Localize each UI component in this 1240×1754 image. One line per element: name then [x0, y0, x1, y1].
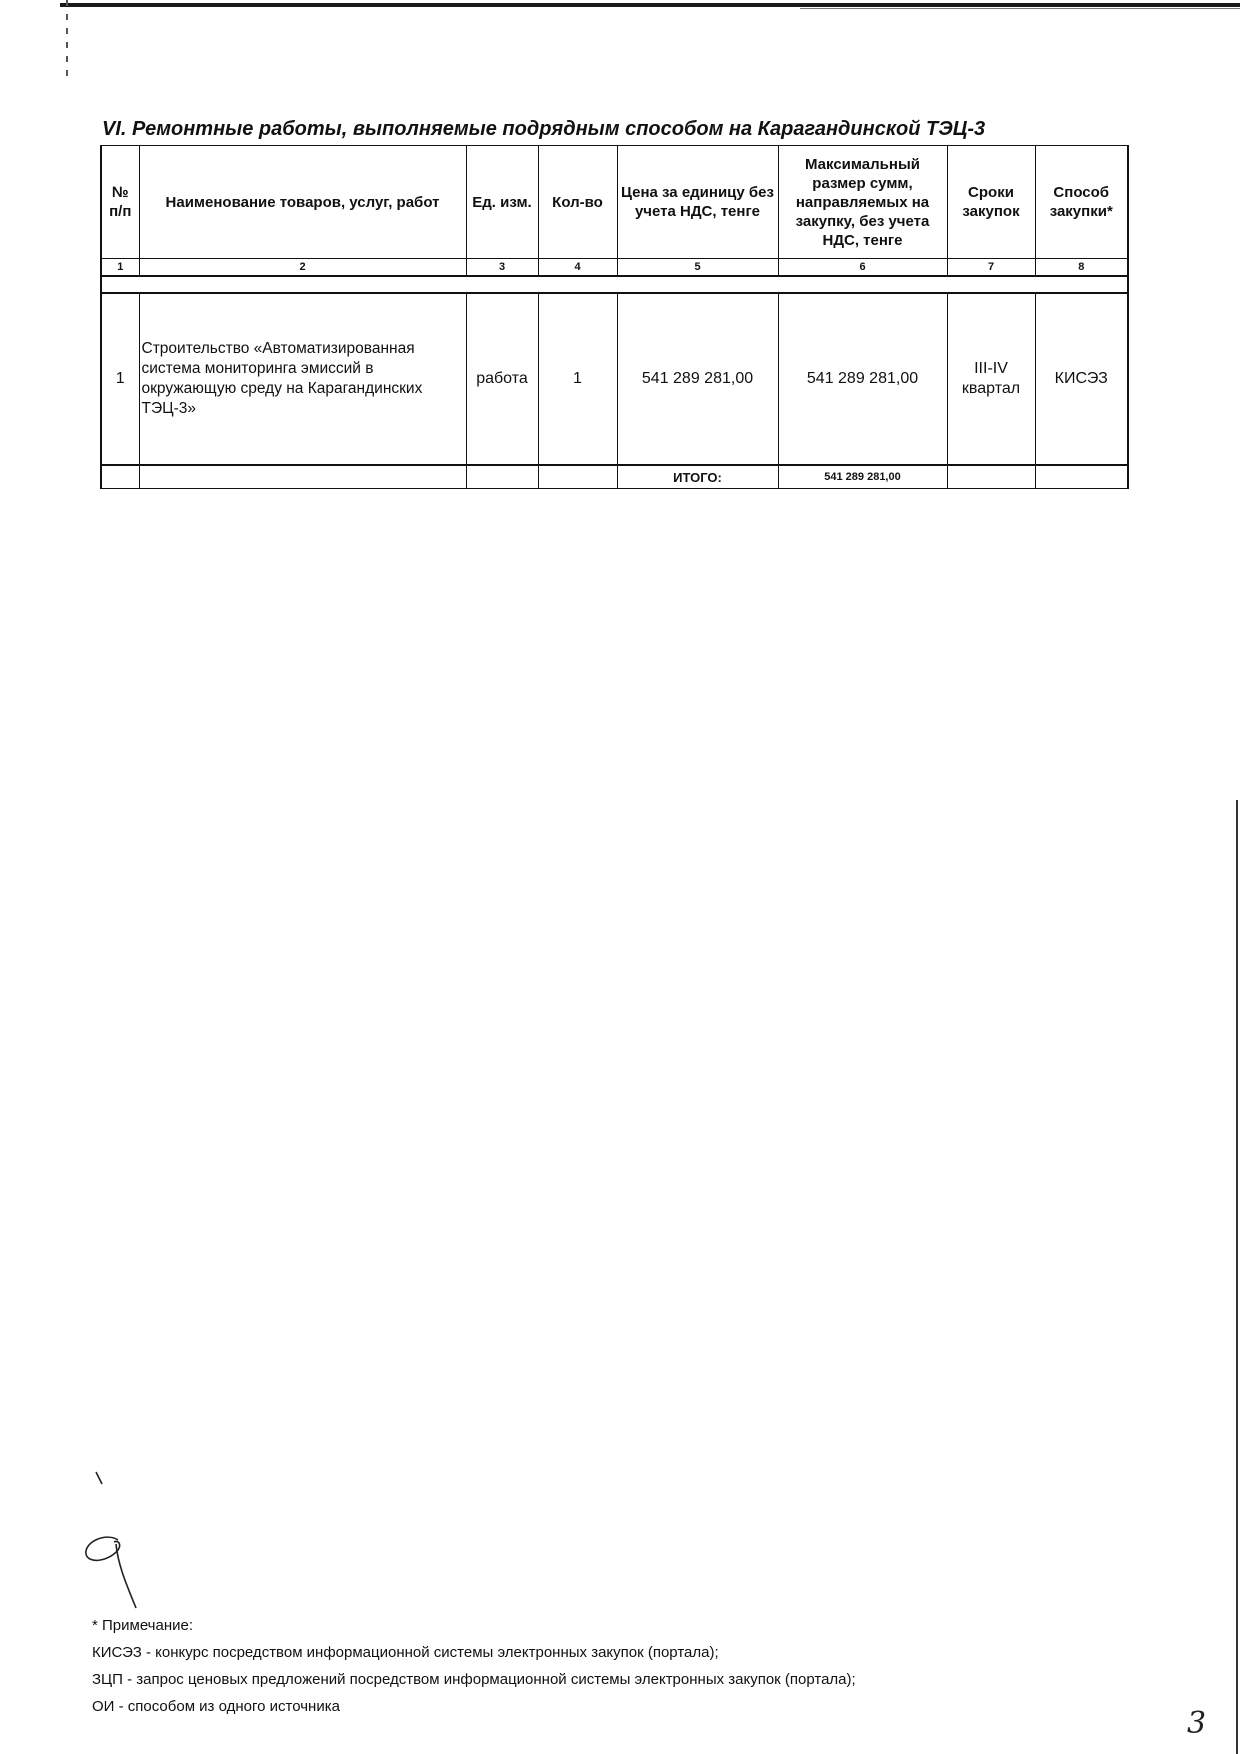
scan-top-border-thin [800, 8, 1240, 9]
column-numbers-row [101, 259, 1128, 277]
total-empty-cell [139, 465, 466, 489]
row-period: III-IV квартал [947, 293, 1035, 465]
scan-top-border [60, 3, 1240, 7]
row-unit: работа [466, 293, 538, 465]
header-unit-price: Цена за единицу без учета НДС, тенге [617, 146, 778, 259]
footnote-line: КИСЭЗ - конкурс посредством информационной системы электронных закупок (портала); [92, 1644, 719, 1661]
page-number: 3 [1187, 1706, 1207, 1741]
row-unit-price: 541 289 281,00 [617, 293, 778, 465]
column-number: 3 [466, 259, 538, 277]
scan-right-edge [1236, 800, 1238, 1754]
total-empty-cell [101, 465, 139, 489]
handwritten-signature [78, 1470, 158, 1610]
column-number: 6 [778, 259, 947, 277]
footnote-line: ОИ - способом из одного источника [92, 1698, 340, 1715]
column-number: 1 [101, 259, 139, 277]
column-number: 8 [1035, 259, 1128, 277]
row-method: КИСЭЗ [1035, 293, 1128, 465]
total-label: ИТОГО: [617, 465, 778, 489]
column-number: 2 [139, 259, 466, 277]
column-number: 5 [617, 259, 778, 277]
table-header-row [101, 146, 1128, 259]
procurement-table [100, 145, 1129, 489]
total-row [101, 465, 1128, 489]
header-quantity: Кол-во [538, 146, 617, 259]
row-max-amount: 541 289 281,00 [778, 293, 947, 465]
row-name: Строительство «Автоматизированная система мониторинга эмиссий в окружающую среду на Карагандинских ТЭЦ-3» [139, 293, 466, 465]
total-value: 541 289 281,00 [778, 465, 947, 489]
total-empty-cell [466, 465, 538, 489]
footnote-title: * Примечание: [92, 1617, 193, 1634]
total-empty-cell [947, 465, 1035, 489]
header-number: № п/п [101, 146, 139, 259]
header-name: Наименование товаров, услуг, работ [139, 146, 466, 259]
footnote [92, 1612, 1192, 1720]
row-quantity: 1 [538, 293, 617, 465]
header-unit: Ед. изм. [466, 146, 538, 259]
header-method: Способ закупки* [1035, 146, 1128, 259]
column-number: 7 [947, 259, 1035, 277]
column-number: 4 [538, 259, 617, 277]
total-empty-cell [538, 465, 617, 489]
spacer-cell [101, 276, 1128, 293]
table-row [101, 293, 1128, 465]
total-empty-cell [1035, 465, 1128, 489]
row-number: 1 [101, 293, 139, 465]
scan-left-mark [66, 0, 68, 80]
section-title: VI. Ремонтные работы, выполняемые подрядным способом на Карагандинской ТЭЦ-3 [102, 118, 986, 140]
spacer-row [101, 276, 1128, 293]
header-max-amount: Максимальный размер сумм, направляемых на закупку, без учета НДС, тенге [778, 146, 947, 259]
header-period: Сроки закупок [947, 146, 1035, 259]
footnote-line: ЗЦП - запрос ценовых предложений посредством информационной системы электронных закупок (портала); [92, 1671, 856, 1688]
